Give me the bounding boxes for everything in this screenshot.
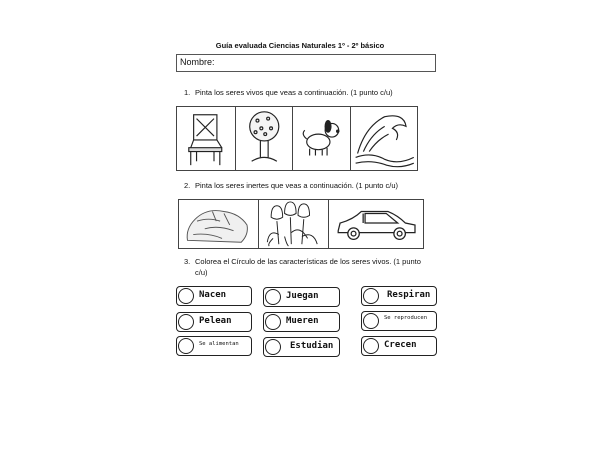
question-1-number: 1. (184, 88, 191, 97)
option-circle[interactable] (178, 338, 194, 354)
wave-icon[interactable] (351, 107, 417, 170)
name-field[interactable] (176, 54, 436, 72)
option-circle[interactable] (363, 338, 379, 354)
question-1-images (176, 106, 418, 171)
chair-icon[interactable] (177, 107, 236, 170)
page-title: Guía evaluada Ciencias Naturales 1º - 2º básico (215, 41, 385, 50)
option-circle[interactable] (265, 314, 281, 330)
option-label: Respiran (387, 290, 431, 300)
option-label: Se reproducen (384, 315, 428, 321)
option-circle[interactable] (265, 339, 281, 355)
dog-icon[interactable] (293, 107, 351, 170)
question-2-text: Pinta los seres inertes que veas a continuación. (1 punto c/u) (195, 181, 399, 190)
option-nacen[interactable] (176, 286, 252, 306)
option-circle[interactable] (178, 288, 194, 304)
option-se-reproducen[interactable] (361, 311, 437, 331)
option-label: Estudian (290, 341, 334, 351)
option-label: Nacen (199, 290, 227, 300)
tulips-icon[interactable] (259, 200, 328, 248)
car-icon[interactable] (329, 200, 423, 248)
name-label: Nombre: (180, 57, 215, 67)
option-circle[interactable] (178, 314, 194, 330)
question-3-text-line2: c/u) (195, 268, 208, 277)
option-circle[interactable] (265, 289, 281, 305)
question-3-text-line1: Colorea el Círculo de las características de los seres vivos. (1 punto (195, 257, 421, 266)
question-1-text: Pinta los seres vivos que veas a continuación. (1 punto c/u) (195, 88, 393, 97)
option-label: Pelean (199, 316, 232, 326)
option-circle[interactable] (363, 288, 379, 304)
option-label: Juegan (286, 291, 319, 301)
option-juegan[interactable] (263, 287, 340, 307)
tree-icon[interactable] (236, 107, 294, 170)
option-label: Mueren (286, 316, 319, 326)
option-pelean[interactable] (176, 312, 252, 332)
option-respiran[interactable] (361, 286, 437, 306)
option-estudian[interactable] (263, 337, 340, 357)
option-mueren[interactable] (263, 312, 340, 332)
rock-icon[interactable] (179, 200, 259, 248)
question-3-number: 3. (184, 257, 191, 266)
option-label: Se alimentan (199, 341, 239, 347)
option-label: Crecen (384, 340, 417, 350)
question-2-images (178, 199, 424, 249)
option-se-alimentan[interactable] (176, 336, 252, 356)
option-circle[interactable] (363, 313, 379, 329)
option-crecen[interactable] (361, 336, 437, 356)
question-2-number: 2. (184, 181, 191, 190)
